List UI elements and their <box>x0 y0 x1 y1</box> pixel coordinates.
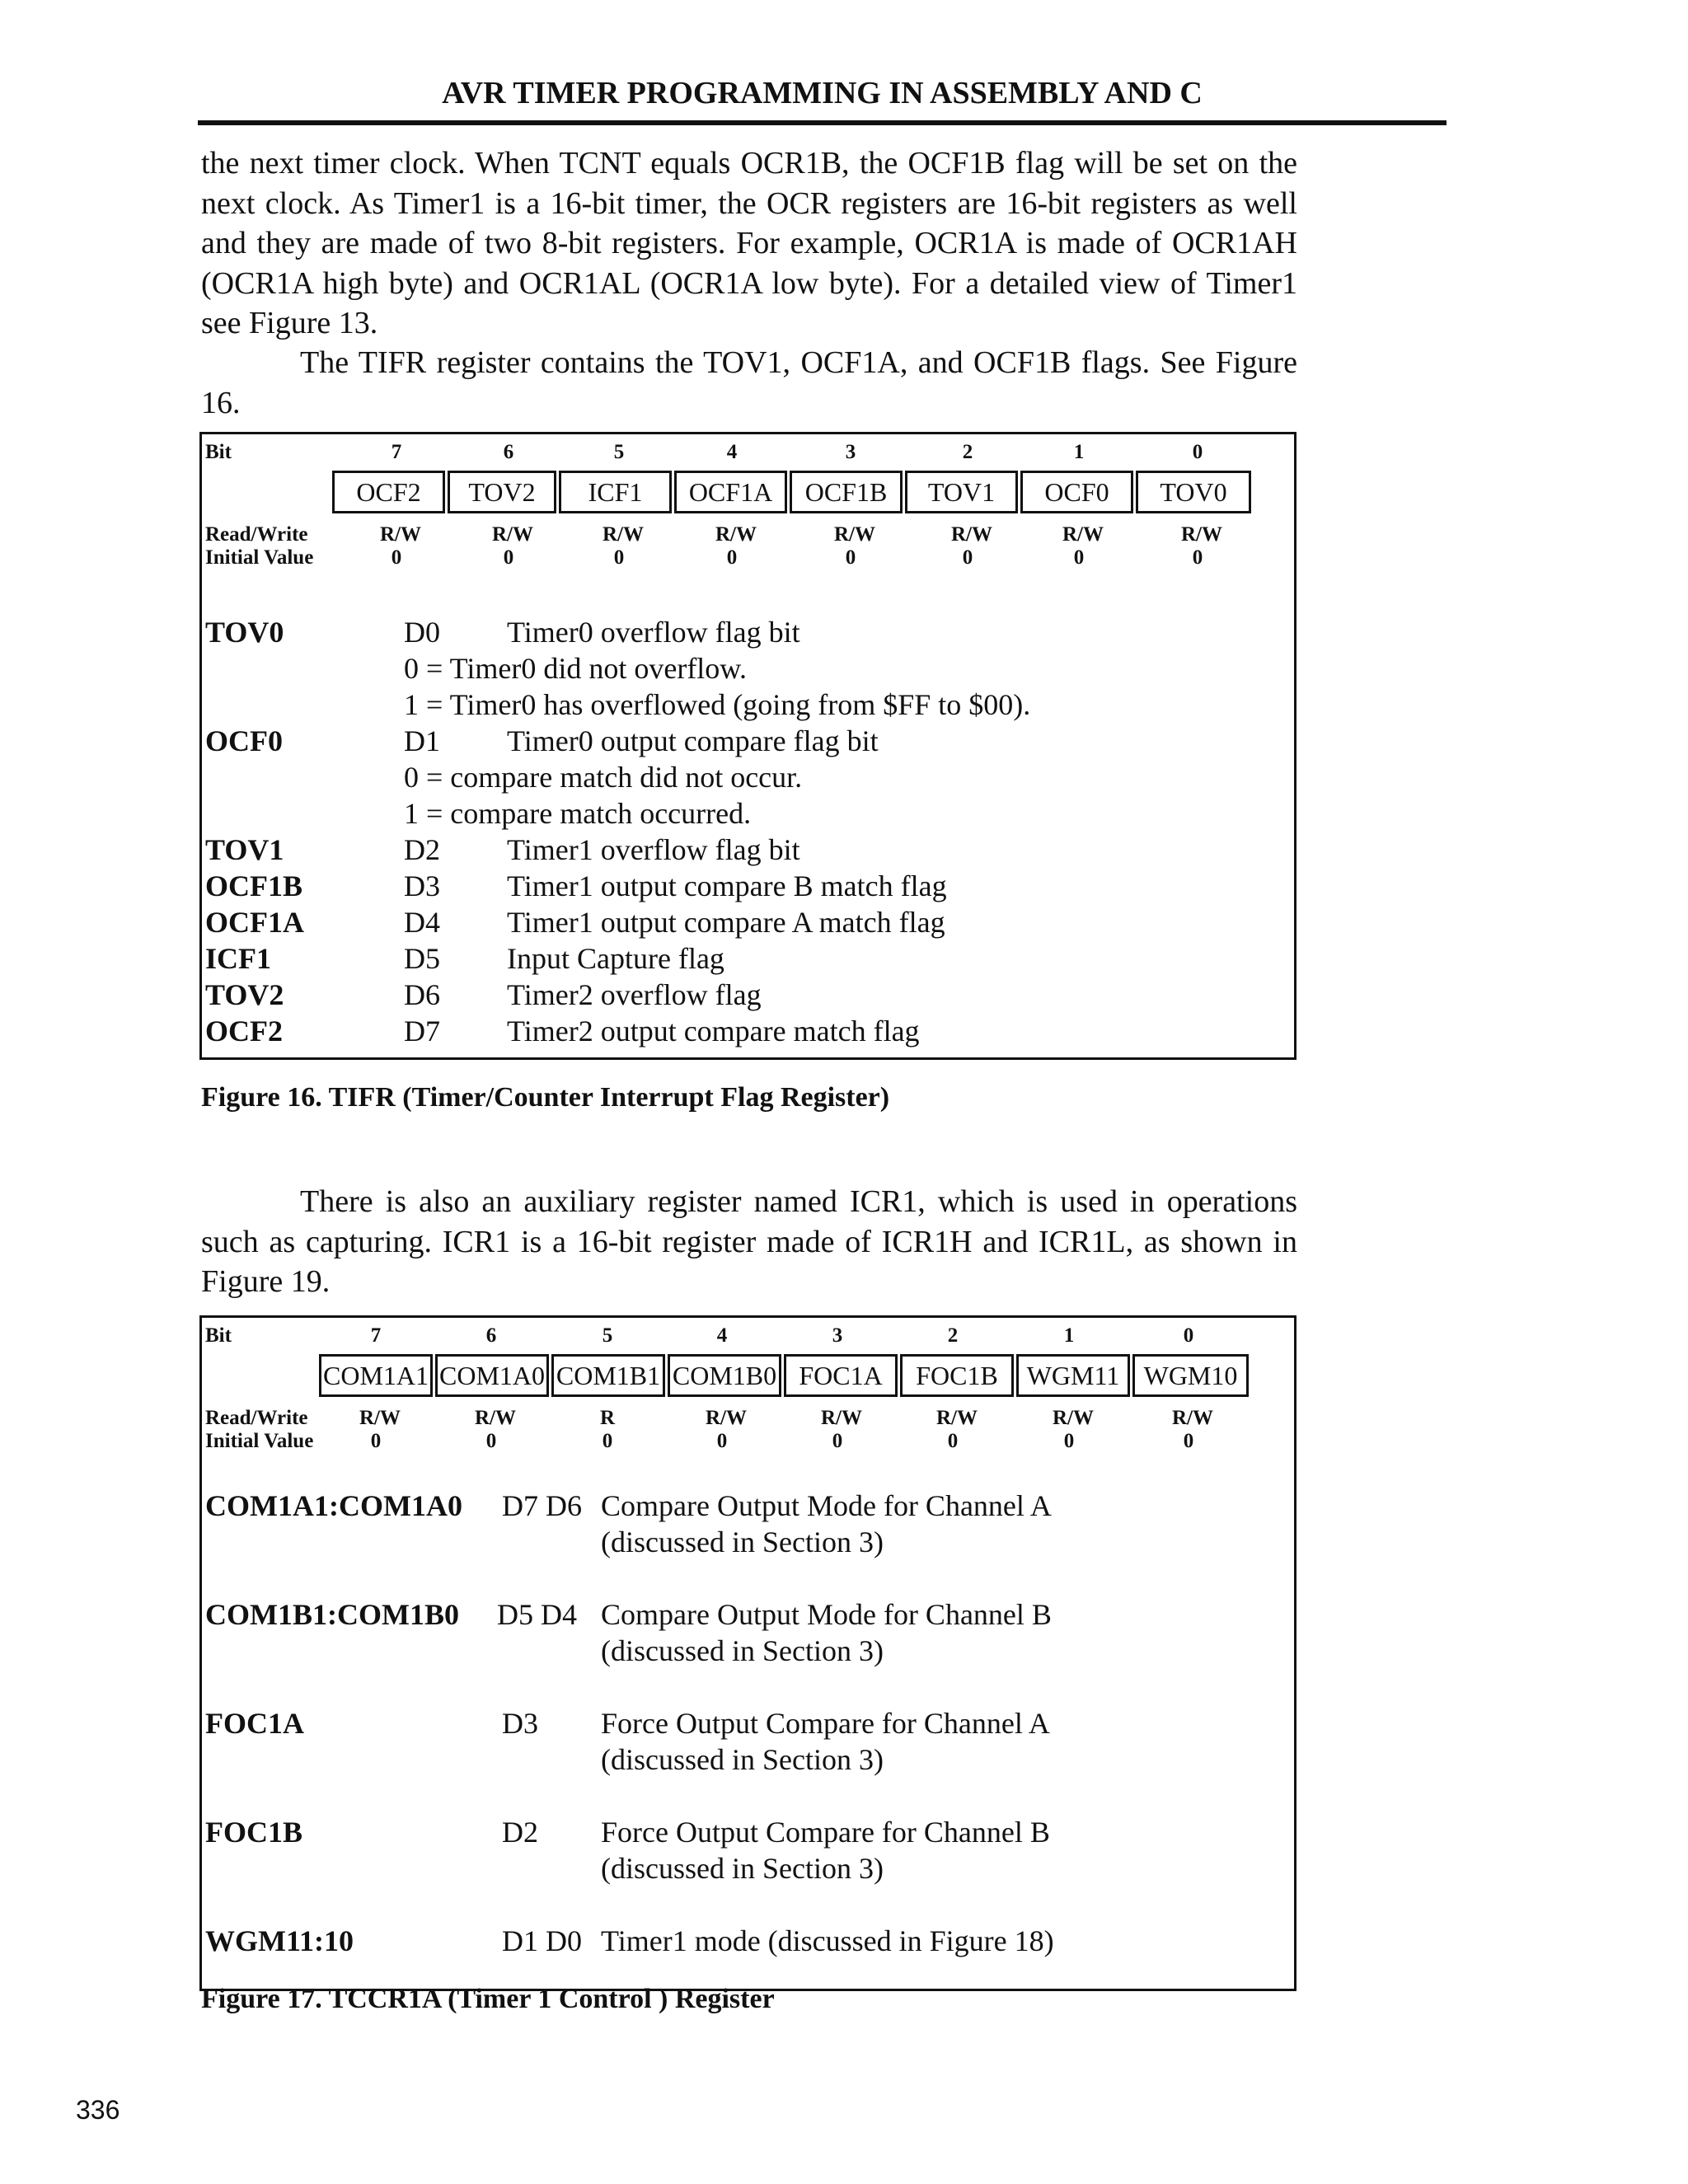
bit-number: D1 D0 <box>502 1924 582 1957</box>
tifr-cell-tov0: TOV0 <box>1136 471 1251 513</box>
field-name: TOV2 <box>205 978 284 1011</box>
field-description: Force Output Compare for Channel A <box>601 1707 1050 1740</box>
field-name: FOC1B <box>205 1816 303 1849</box>
field-description: Timer2 overflow flag <box>507 978 762 1011</box>
tifr-bit-6: 6 <box>503 441 514 463</box>
field-description: (discussed in Section 3) <box>601 1526 884 1558</box>
tccr1a-bit-2: 2 <box>947 1324 959 1347</box>
tifr-bit-cells <box>332 471 1254 513</box>
tifr-rw-6: R/W <box>492 523 533 546</box>
tifr-cell-tov2: TOV2 <box>448 471 556 513</box>
bit-number: D2 <box>502 1816 538 1849</box>
tifr-init-1: 0 <box>1073 546 1085 569</box>
bit-label: Bit <box>205 441 232 463</box>
tccr1a-bit-5: 5 <box>602 1324 613 1347</box>
tifr-rw-4: R/W <box>715 523 757 546</box>
bit-number: D6 <box>404 978 440 1011</box>
tccr1a-bit-1: 1 <box>1063 1324 1075 1347</box>
running-head: AVR TIMER PROGRAMMING IN ASSEMBLY AND C <box>198 71 1447 125</box>
bit-number: D4 <box>404 906 440 939</box>
tifr-rw-5: R/W <box>603 523 644 546</box>
tccr1a-init-0: 0 <box>1183 1430 1194 1452</box>
tccr1a-rw-6: R/W <box>475 1407 516 1429</box>
tccr1a-rw-0: R/W <box>1172 1407 1213 1429</box>
bit-number: D3 <box>404 869 440 902</box>
field-name: COM1B1:COM1B0 <box>205 1598 459 1631</box>
tccr1a-rw-5: R <box>599 1407 616 1429</box>
field-name: OCF1A <box>205 906 304 939</box>
tccr1a-bit-6: 6 <box>485 1324 497 1347</box>
tifr-rw-2: R/W <box>951 523 992 546</box>
tifr-bit-7: 7 <box>391 441 402 463</box>
tccr1a-rw-2: R/W <box>936 1407 978 1429</box>
tccr1a-cell-com1b0: COM1B0 <box>668 1354 781 1397</box>
figure-16-caption: Figure 16. TIFR (Timer/Counter Interrupt Flag Register) <box>201 1082 890 1113</box>
tccr1a-init-6: 0 <box>485 1430 497 1452</box>
tifr-rw-1: R/W <box>1062 523 1104 546</box>
bit-number: D2 <box>404 833 440 866</box>
tifr-cell-ocf1a: OCF1A <box>674 471 787 513</box>
tccr1a-init-7: 0 <box>370 1430 382 1452</box>
tccr1a-cell-com1a1: COM1A1 <box>319 1354 433 1397</box>
tccr1a-cell-com1b1: COM1B1 <box>551 1354 665 1397</box>
tifr-init-5: 0 <box>613 546 625 569</box>
field-description: Timer0 overflow flag bit <box>507 616 800 649</box>
tifr-bit-2: 2 <box>962 441 973 463</box>
initial-value-label: Initial Value <box>205 546 314 569</box>
tifr-init-4: 0 <box>726 546 738 569</box>
field-description: Timer0 output compare flag bit <box>507 724 879 757</box>
figure-16-tifr-box <box>199 432 1296 1060</box>
tccr1a-bit-cells <box>319 1354 1251 1397</box>
tccr1a-bit-3: 3 <box>832 1324 843 1347</box>
intro-paragraph-2-text: The TIFR register contains the TOV1, OCF1A, and OCF1B flags. See Figure 16. <box>201 345 1297 420</box>
tccr1a-rw-3: R/W <box>821 1407 862 1429</box>
field-description: (discussed in Section 3) <box>601 1634 884 1667</box>
tifr-cell-tov1: TOV1 <box>905 471 1018 513</box>
field-description: (discussed in Section 3) <box>601 1852 884 1885</box>
field-name: FOC1A <box>205 1707 304 1740</box>
tifr-init-2: 0 <box>962 546 973 569</box>
bit-number: D0 <box>404 616 440 649</box>
tccr1a-rw-7: R/W <box>359 1407 401 1429</box>
field-description: 1 = compare match occurred. <box>404 797 752 830</box>
tifr-rw-3: R/W <box>834 523 875 546</box>
tccr1a-init-5: 0 <box>602 1430 613 1452</box>
page-number: 336 <box>76 2095 120 2125</box>
figure-17-tccr1a-box <box>199 1315 1296 1991</box>
intro-paragraph-2 <box>201 343 1297 423</box>
tifr-cell-ocf1b: OCF1B <box>790 471 903 513</box>
tifr-init-6: 0 <box>503 546 514 569</box>
read-write-label: Read/Write <box>205 523 308 546</box>
tifr-cell-ocf0: OCF0 <box>1020 471 1133 513</box>
tifr-init-7: 0 <box>391 546 402 569</box>
tccr1a-bit-4: 4 <box>716 1324 728 1347</box>
intro-paragraph-1: the next timer clock. When TCNT equals OCR1B, the OCF1B flag will be set on the next clock. As Timer1 is a 16-bit timer, the OCR registers are 16-bit registers as well and they are made of two 8-bit registers. For example, OCR1A is made of OCR1AH (OCR1A high byte) and OCR1AL (OCR1A low byte). For a detailed view of Timer1 see Figure 13. <box>201 146 1297 340</box>
middle-paragraph <box>201 1182 1297 1302</box>
field-description: Input Capture flag <box>507 942 724 975</box>
field-name: OCF2 <box>205 1015 283 1047</box>
field-description: 1 = Timer0 has overflowed (going from $FF to $00). <box>404 688 1031 721</box>
tifr-bit-0: 0 <box>1192 441 1203 463</box>
tifr-cell-icf1: ICF1 <box>559 471 672 513</box>
bit-label: Bit <box>205 1324 232 1347</box>
field-description: 0 = compare match did not occur. <box>404 761 803 794</box>
read-write-label: Read/Write <box>205 1407 308 1429</box>
tccr1a-rw-1: R/W <box>1053 1407 1094 1429</box>
tccr1a-cell-foc1a: FOC1A <box>784 1354 898 1397</box>
tccr1a-bit-7: 7 <box>370 1324 382 1347</box>
field-name: TOV0 <box>205 616 284 649</box>
tifr-rw-0: R/W <box>1181 523 1222 546</box>
tccr1a-cell-wgm11: WGM11 <box>1016 1354 1130 1397</box>
tccr1a-init-2: 0 <box>947 1430 959 1452</box>
field-name: OCF0 <box>205 724 283 757</box>
tccr1a-cell-com1a0: COM1A0 <box>435 1354 549 1397</box>
field-name: OCF1B <box>205 869 303 902</box>
field-description: 0 = Timer0 did not overflow. <box>404 652 747 685</box>
bit-number: D1 <box>404 724 440 757</box>
tccr1a-cell-wgm10: WGM10 <box>1132 1354 1249 1397</box>
bit-number: D7 D6 <box>502 1489 582 1522</box>
tifr-bit-5: 5 <box>613 441 625 463</box>
tccr1a-rw-4: R/W <box>706 1407 747 1429</box>
field-description: Compare Output Mode for Channel A <box>601 1489 1052 1522</box>
tccr1a-init-1: 0 <box>1063 1430 1075 1452</box>
tifr-bit-1: 1 <box>1073 441 1085 463</box>
tifr-cell-ocf2: OCF2 <box>332 471 445 513</box>
field-description: Compare Output Mode for Channel B <box>601 1598 1052 1631</box>
initial-value-label: Initial Value <box>205 1430 314 1452</box>
tifr-bit-3: 3 <box>845 441 856 463</box>
bit-number: D3 <box>502 1707 538 1740</box>
field-name: COM1A1:COM1A0 <box>205 1489 462 1522</box>
field-description: (discussed in Section 3) <box>601 1743 884 1776</box>
field-description: Force Output Compare for Channel B <box>601 1816 1050 1849</box>
tifr-init-3: 0 <box>845 546 856 569</box>
figure-17-caption: Figure 17. TCCR1A (Timer 1 Control ) Register <box>201 1984 775 2014</box>
field-name: WGM11:10 <box>205 1924 354 1957</box>
field-description: Timer1 overflow flag bit <box>507 833 800 866</box>
field-description: Timer1 output compare A match flag <box>507 906 945 939</box>
bit-number: D5 D4 <box>497 1598 577 1631</box>
tifr-init-0: 0 <box>1192 546 1203 569</box>
tccr1a-bit-0: 0 <box>1183 1324 1194 1347</box>
field-description: Timer2 output compare match flag <box>507 1015 920 1047</box>
tccr1a-init-3: 0 <box>832 1430 843 1452</box>
field-name: TOV1 <box>205 833 284 866</box>
field-description: Timer1 output compare B match flag <box>507 869 947 902</box>
field-description: Timer1 mode (discussed in Figure 18) <box>601 1924 1054 1957</box>
bit-number: D7 <box>404 1015 440 1047</box>
tccr1a-cell-foc1b: FOC1B <box>900 1354 1014 1397</box>
field-name: ICF1 <box>205 942 271 975</box>
middle-paragraph-text: There is also an auxiliary register named ICR1, which is used in operations such as capturing. ICR1 is a 16-bit register made of ICR1H and ICR1L, as shown in Figure 19. <box>201 1184 1297 1299</box>
tccr1a-init-4: 0 <box>716 1430 728 1452</box>
tifr-rw-7: R/W <box>380 523 421 546</box>
bit-number: D5 <box>404 942 440 975</box>
tifr-bit-4: 4 <box>726 441 738 463</box>
